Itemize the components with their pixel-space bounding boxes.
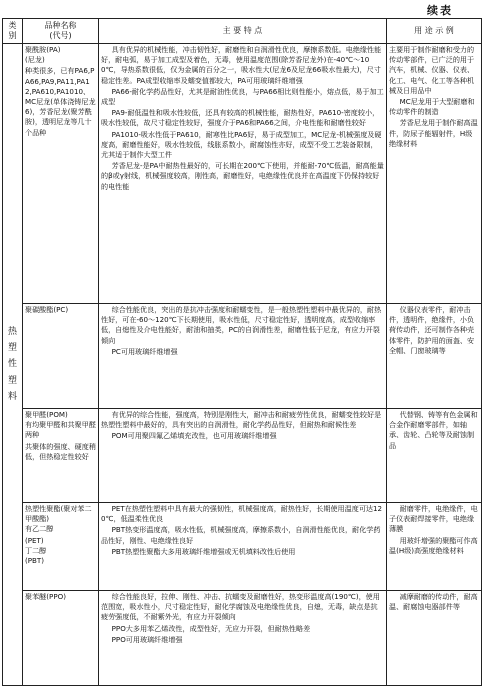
product-name: 聚苯醚(PPO) xyxy=(25,592,66,601)
header-uses: 用 途 示 例 xyxy=(387,19,482,44)
feature-paragraph: 有优异的综合性能，强度高，特别是刚性大，耐冲击和耐疲劳性优良，耐蠕变性较好是热塑性塑料中最好的，具有突出的自润滑性，耐化学药品性好，但耐热和耐候性差 xyxy=(101,410,382,430)
product-name: 热塑性聚酯(聚对苯二甲酸酯) xyxy=(25,504,92,524)
product-name-sub: 有乙二醇 xyxy=(25,524,54,534)
uses-cell xyxy=(387,409,482,503)
product-name-sub: 有均聚甲醛和共聚甲醛两种 xyxy=(25,420,96,440)
use-paragraph: 仪器仪表零件，耐冲击件，透明件，绝缘件，小负荷传动件，还可制作各种壳体零件，防护用的面盔、安全帽、门窗玻璃等 xyxy=(389,305,475,355)
feature-paragraph: 综合性能优良，突出的是抗冲击强度和耐蠕变性，是一般热塑性塑料中最优异的，耐热性好，可在-60～120℃下长期使用，吸水性低，尺寸稳定性好，透明度高，成型收缩率低，自熄性及介电性能好，耐油和抽类，PC的自润滑性差，耐磨性低于尼龙，有应力开裂倾向 xyxy=(101,305,382,345)
features-cell xyxy=(99,503,387,591)
category-char: 料 xyxy=(7,391,17,402)
feature-paragraph: 芳香尼龙-是PA中耐热性最好的，可长期在200℃下使用，并能耐-70℃低温，耐高能量的β或γ射线，机械强度较高，刚性高，耐磨性好，电绝缘性优良并在高温度下仍保持较好的电性能 xyxy=(101,161,384,191)
feature-paragraph: POM可用聚四氟乙烯填充改性，也可用玻璃纤维增强 xyxy=(111,431,277,441)
feature-paragraph: PPO可用玻璃纤维增强 xyxy=(111,634,183,644)
use-paragraph: 减摩耐磨的传动件，耐高温、耐腐蚀电器部件等 xyxy=(389,592,478,612)
table-row xyxy=(3,304,482,409)
feature-paragraph: PA1010-吸水性低于PA610，耐寒性比PA6好，易于成型加工，MC尼龙-机械强度及硬度高，耐磨性能好，吸水性较低，线胀系数小，耐腐蚀性亦好，成型不受工艺装备限制，尤其适于制作大型工件 xyxy=(101,129,382,160)
header-name-label: 品种名称 xyxy=(44,21,77,30)
name-cell xyxy=(23,503,99,591)
use-paragraph: 用玻纤增强的聚酯可作高温(H级)高强度绝缘材料 xyxy=(389,535,478,555)
feature-paragraph: 具有优异的机械性能，冲击韧性好，耐磨性和自润滑性优良，摩擦系数低。电绝缘性能好，耐电弧，易于加工成型及着色，无毒，使用温度范围(除芳香尼龙外)在-40℃～100℃，导热系数很低，仅为金属的百分之一，吸水性大(尼龙6及尼龙66吸水性最大)，尺寸稳定性差。PA成型收缩率及蠕变值都较大，PA可用玻璃纤维增强 xyxy=(101,45,382,85)
uses-cell xyxy=(387,591,482,686)
use-paragraph: 耐磨零件，电绝缘件，电子仪表耐焊接零件，电绝缘薄膜 xyxy=(389,504,478,534)
category-char: 性 xyxy=(7,359,17,370)
use-paragraph: 代替钢、铸等有色金属和合金作耐磨零部件，如轴承、齿轮、凸轮等及耐蚀制品 xyxy=(389,410,478,450)
continued-label: 续表 xyxy=(427,4,453,17)
feature-paragraph: PBT热变形温度高，吸水性低，机械强度高，摩擦系数小，自润滑性能优良，耐化学药品性好，刚性、电绝缘性良好 xyxy=(101,525,381,545)
header-category: 类别 xyxy=(3,19,23,44)
feature-paragraph: PA9-耐低温性和吸水性较低，还具有较高的机械性能，耐热性好，PA610-密度较小，吸水性较低，故尺寸稳定性较好，强度介于PA6和PA66之间，介电性能和耐磨性较好 xyxy=(101,108,380,128)
name-cell xyxy=(23,591,99,686)
features-cell xyxy=(99,591,387,686)
name-cell xyxy=(23,409,99,503)
name-cell xyxy=(23,304,99,409)
category-char: 塑 xyxy=(7,343,17,354)
category-char: 塑 xyxy=(7,375,17,386)
features-cell xyxy=(99,409,387,503)
features-cell xyxy=(99,44,387,304)
uses-cell xyxy=(387,503,482,591)
feature-paragraph: PPO大多用苯乙烯改性，成型性好，无应力开裂，但耐热性略差 xyxy=(111,623,311,633)
header-name-code: (代号) xyxy=(49,31,72,40)
category-char: 热 xyxy=(7,326,17,337)
table-row xyxy=(3,409,482,503)
table-row xyxy=(3,591,482,686)
table-row xyxy=(3,44,482,304)
product-name: 聚碳酸酯(PC) xyxy=(25,305,69,314)
product-note: 共聚体的强度、硬度稍低，但热稳定性较好 xyxy=(25,441,96,461)
use-paragraph: 主要用于制作耐磨和受力的传动零部件，已广泛的用于汽车，机械、仪器、仪表、化工、电气、化工等各种机械及日用品中 xyxy=(389,45,475,95)
product-note: (PET) 丁二醇 (PBT) xyxy=(25,535,47,566)
header-row xyxy=(3,19,482,44)
header-name xyxy=(23,19,99,44)
product-name-sub: (尼龙) xyxy=(25,55,45,65)
features-cell xyxy=(99,304,387,409)
uses-cell xyxy=(387,44,482,304)
use-paragraph: MC尼龙用于大型耐磨和传动零件的制造 xyxy=(389,97,475,117)
feature-paragraph: PC可用玻璃纤维增强 xyxy=(111,346,178,356)
plastics-table xyxy=(2,18,482,686)
feature-paragraph: PA66-耐化学药品性好，尤其是耐油性优良，与PA66相比则性能小，熔点低，易于加工成型 xyxy=(101,86,384,107)
name-cell xyxy=(23,44,99,304)
feature-paragraph: 综合性能良好，拉伸、刚性、冲击、抗蠕变及耐磨性好，热变形温度高(190℃)，使用范围宽，吸水性小，尺寸稳定性好，耐化学腐蚀及电绝缘性优良，自熄，无毒，缺点是抗疲劳强度低，不耐紫外光，有应力开裂倾向 xyxy=(101,592,380,622)
feature-paragraph: PET在热塑性塑料中具有最大的强韧性，机械强度高，耐热性好，长期使用温度可达120℃，低温柔性优良 xyxy=(101,504,383,524)
product-name: 聚甲醛(POM) xyxy=(25,410,68,419)
product-name: 聚酰胺(PA) xyxy=(25,45,61,54)
use-paragraph: 芳香尼龙用于制作耐高温件，防尿子能辐射件，H级绝缘材料 xyxy=(389,118,478,148)
category-cell xyxy=(3,44,23,686)
feature-paragraph: PBT热塑性聚酯大多用玻璃纤维增强或无机填料改性后使用 xyxy=(111,546,296,556)
header-features: 主 要 特 点 xyxy=(99,19,387,44)
table-row xyxy=(3,503,482,591)
uses-cell xyxy=(387,304,482,409)
table-body xyxy=(3,44,482,686)
product-note: 种类很多，已有PA6,PA66,PA9,PA11,PA12,PA610,PA1010、MC尼龙(单体浇铸尼龙6)，芳香尼龙(聚芳酰胺)，透明尼龙等几十个品种 xyxy=(25,66,96,137)
